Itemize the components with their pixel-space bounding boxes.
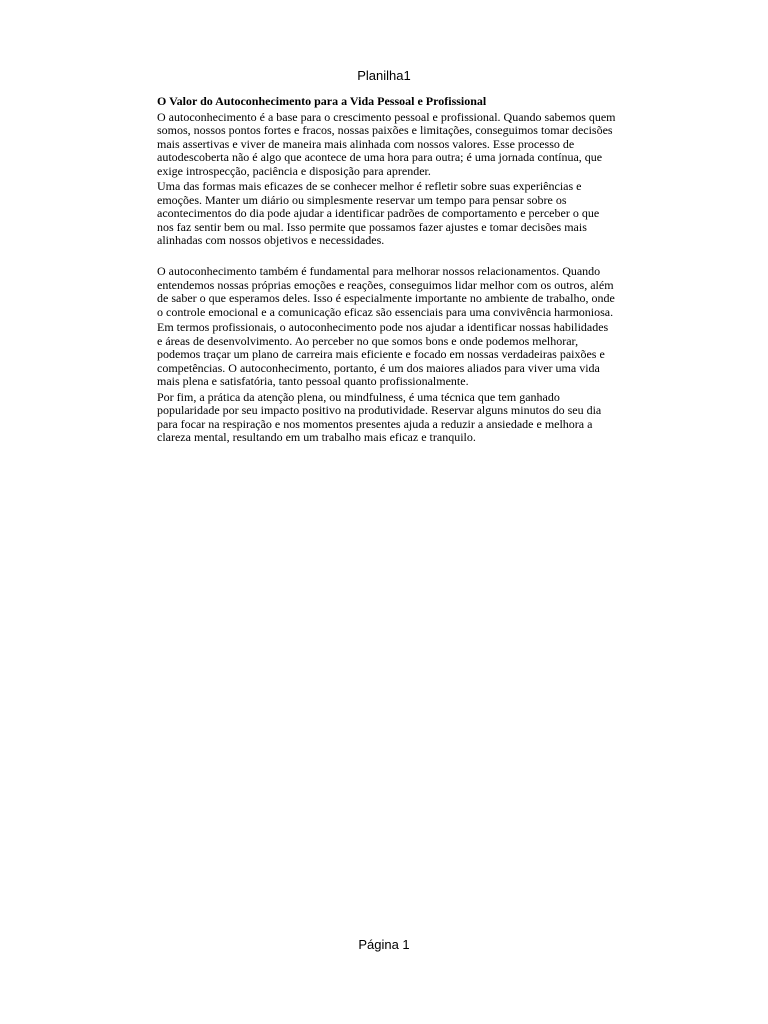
- sheet-name: Planilha1: [357, 68, 411, 83]
- paragraph: [157, 321, 657, 389]
- paragraph: [157, 180, 657, 248]
- paragraph: [157, 391, 657, 445]
- paragraph-line: emoções. Manter um diário ou simplesmente reservar um tempo para pensar sobre os: [157, 192, 567, 207]
- paragraph-line: de saber o que esperamos deles. Isso é especialmente importante no ambiente de trabalho, onde: [157, 291, 615, 305]
- paragraph-line: popularidade por seu impacto positivo na produtividade. Reservar alguns minutos do seu dia: [157, 403, 602, 417]
- paragraph-line: entendemos nossas próprias emoções e reações, conseguimos lidar melhor com os outros, além: [157, 277, 614, 292]
- paragraph-line: o controle emocional e a comunicação eficaz são essenciais para uma convivência harmoniosa.: [157, 304, 614, 319]
- page-header: [0, 68, 768, 84]
- paragraph-line: Uma das formas mais eficazes de se conhecer melhor é refletir sobre suas experiências e: [157, 179, 582, 193]
- paragraph-line: mais assertivas e viver de maneira mais alinhada com nossos valores. Esse processo de: [157, 136, 575, 151]
- paragraph-line: clareza mental, resultando em um trabalho mais eficaz e tranquilo.: [157, 430, 476, 444]
- paragraph-line: Por fim, a prática da atenção plena, ou mindfulness, é uma técnica que tem ganhado: [157, 389, 560, 404]
- paragraph-line: Em termos profissionais, o autoconhecimento pode nos ajudar a identificar nossas habilidades: [157, 320, 609, 334]
- paragraph-line: O autoconhecimento também é fundamental para melhorar nossos relacionamentos. Quando: [157, 264, 601, 278]
- empty-cell: [157, 250, 657, 264]
- document-title: O Valor do Autoconhecimento para a Vida Pessoal e Profissional: [157, 94, 487, 108]
- page-footer: [0, 937, 768, 953]
- paragraph-list: [157, 111, 657, 445]
- paragraph-line: acontecimentos do dia pode ajudar a identificar padrões de comportamento e perceber o que: [157, 206, 600, 220]
- paragraph-line: mais plena e satisfatória, tanto pessoal quanto profissionalmente.: [157, 374, 469, 388]
- paragraph-line: e áreas de desenvolvimento. Ao perceber no que somos bons e onde podemos melhorar,: [157, 333, 579, 348]
- paragraph: [157, 111, 657, 179]
- paragraph-line: nos faz sentir bem ou mal. Isso permite que possamos fazer ajustes e tomar decisões mais: [157, 219, 587, 234]
- sheet-content: [157, 95, 657, 445]
- paragraph-line: alinhadas com nossos objetivos e necessidades.: [157, 233, 385, 247]
- paragraph: [157, 265, 657, 319]
- paragraph-line: competências. O autoconhecimento, portanto, é um dos maiores aliados para viver uma vida: [157, 360, 600, 375]
- paragraph-line: somos, nossos pontos fortes e fracos, nossas paixões e limitações, conseguimos tomar decisões: [157, 123, 613, 137]
- paragraph-line: podemos traçar um plano de carreira mais eficiente e focado em nossas verdadeiras paixões e: [157, 347, 605, 361]
- paragraph-line: exige introspecção, paciência e disposição para aprender.: [157, 163, 431, 178]
- paragraph-line: autodescoberta não é algo que acontece de uma hora para outra; é uma jornada contínua, que: [157, 150, 603, 164]
- paragraph-line: para focar na respiração e nos momentos presentes ajuda a reduzir a ansiedade e melhora a: [157, 416, 593, 431]
- paragraph-line: O autoconhecimento é a base para o crescimento pessoal e profissional. Quando sabemos quem: [157, 109, 616, 124]
- page-number: Página 1: [358, 937, 410, 952]
